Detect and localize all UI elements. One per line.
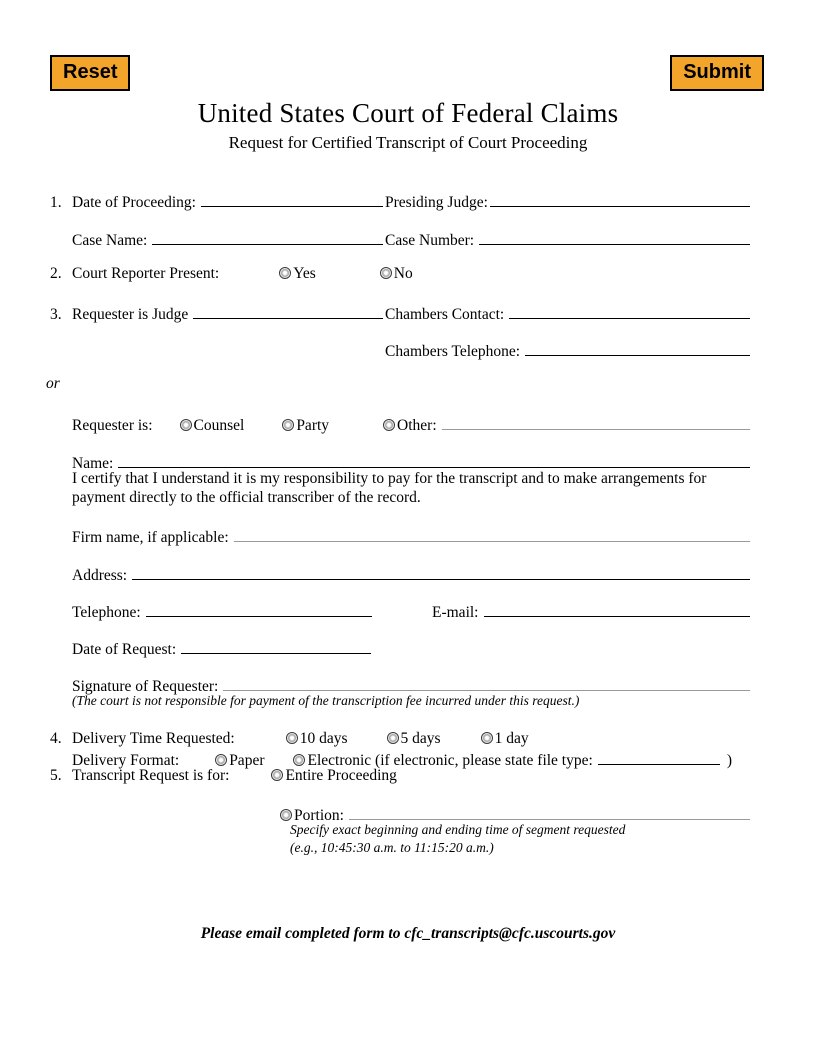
- telephone-label: Telephone:: [72, 604, 141, 621]
- paper-radio[interactable]: [215, 754, 227, 766]
- portion-note-1: [290, 822, 750, 841]
- counsel-label: Counsel: [193, 417, 245, 434]
- row-firm: [50, 526, 750, 545]
- signature-label: Signature of Requester:: [72, 678, 219, 695]
- chambers-telephone-field[interactable]: [525, 340, 750, 356]
- date-of-proceeding-field[interactable]: [201, 191, 383, 207]
- case-number-field[interactable]: [479, 229, 750, 245]
- row-proceeding: [50, 191, 750, 210]
- row-chambers-telephone: [50, 340, 750, 359]
- other-radio[interactable]: [383, 419, 395, 431]
- party-label: Party: [296, 417, 330, 434]
- portion-label: Portion:: [294, 807, 344, 824]
- firm-name-field[interactable]: [234, 526, 750, 542]
- five-days-radio[interactable]: [387, 732, 399, 744]
- email-label: E-mail:: [432, 604, 479, 621]
- reset-button[interactable]: Reset: [50, 55, 130, 91]
- row-date-of-request: [50, 638, 750, 657]
- date-of-request-label: Date of Request:: [72, 641, 177, 658]
- portion-note-2: [290, 840, 750, 859]
- signature-note-text: (The court is not responsible for payment of the transcription fee incurred under this request.): [72, 693, 580, 708]
- requester-is-judge-label: Requester is Judge: [72, 306, 189, 323]
- email-field[interactable]: [484, 601, 751, 617]
- presiding-judge-label: Presiding Judge:: [385, 194, 488, 211]
- delivery-time-label: Delivery Time Requested:: [72, 730, 235, 747]
- transcript-request-label: Transcript Request is for:: [72, 767, 230, 784]
- one-day-label: 1 day: [494, 730, 529, 747]
- row-delivery-format: [50, 749, 750, 768]
- signature-note: [72, 693, 750, 712]
- row-case: [50, 229, 750, 248]
- requester-is-label: Requester is:: [72, 417, 153, 434]
- electronic-label: Electronic (if electronic, please state file type:: [307, 752, 593, 769]
- chambers-contact-field[interactable]: [509, 303, 750, 319]
- entire-proceeding-label: Entire Proceeding: [285, 767, 397, 784]
- row-name: [50, 452, 750, 471]
- row-transcript-request: [50, 767, 750, 786]
- date-of-request-field[interactable]: [181, 638, 371, 654]
- item4-number: 4.: [50, 730, 62, 747]
- name-field[interactable]: [118, 452, 750, 468]
- row-requester-type: [50, 414, 750, 433]
- file-type-suffix: ): [726, 752, 732, 769]
- name-label: Name:: [72, 455, 114, 472]
- or-text: or: [46, 375, 60, 392]
- reporter-yes-radio[interactable]: [279, 267, 291, 279]
- reporter-no-radio[interactable]: [380, 267, 392, 279]
- party-radio[interactable]: [282, 419, 294, 431]
- other-label: Other:: [397, 417, 437, 434]
- row-delivery-time: [50, 730, 750, 749]
- item3-number: 3.: [50, 306, 62, 323]
- firm-name-label: Firm name, if applicable:: [72, 529, 229, 546]
- chambers-telephone-label: Chambers Telephone:: [385, 343, 521, 360]
- one-day-radio[interactable]: [481, 732, 493, 744]
- form-subtitle: Request for Certified Transcript of Court Proceeding: [228, 133, 588, 152]
- row-address: [50, 564, 750, 583]
- row-portion: [280, 804, 750, 823]
- portion-field[interactable]: [349, 804, 750, 820]
- file-type-field[interactable]: [598, 749, 720, 765]
- portion-note-1-text: Specify exact beginning and ending time of segment requested: [290, 822, 626, 837]
- item1-number: 1.: [50, 194, 62, 211]
- submit-button[interactable]: Submit: [670, 55, 764, 91]
- counsel-radio[interactable]: [180, 419, 192, 431]
- ten-days-radio[interactable]: [286, 732, 298, 744]
- case-name-label: Case Name:: [72, 232, 148, 249]
- other-field[interactable]: [442, 414, 750, 430]
- delivery-format-label: Delivery Format:: [72, 752, 180, 769]
- case-number-label: Case Number:: [385, 232, 475, 249]
- certify-text: I certify that I understand it is my responsibility to pay for the transcript and to make arrangements for payment directly to the official transcriber of the record.: [72, 470, 707, 506]
- five-days-label: 5 days: [400, 730, 441, 747]
- row-signature: [50, 675, 750, 694]
- judge-name-field[interactable]: [193, 303, 383, 319]
- reporter-no-label: No: [393, 265, 413, 282]
- case-name-field[interactable]: [152, 229, 383, 245]
- entire-proceeding-radio[interactable]: [271, 769, 283, 781]
- form-title: United States Court of Federal Claims: [197, 98, 619, 128]
- portion-radio[interactable]: [280, 809, 292, 821]
- item2-number: 2.: [50, 265, 62, 282]
- signature-field[interactable]: [223, 675, 750, 691]
- paper-label: Paper: [229, 752, 265, 769]
- portion-note-2-text: (e.g., 10:45:30 a.m. to 11:15:20 a.m.): [290, 840, 494, 855]
- row-judge: [50, 303, 750, 322]
- chambers-contact-label: Chambers Contact:: [385, 306, 505, 323]
- item5-number: 5.: [50, 767, 62, 784]
- row-court-reporter: [50, 265, 750, 284]
- row-or: [46, 375, 750, 394]
- court-reporter-label: Court Reporter Present:: [72, 265, 220, 282]
- telephone-field[interactable]: [146, 601, 372, 617]
- email-instruction: Please email completed form to cfc_transcripts@cfc.uscourts.gov: [200, 925, 616, 942]
- presiding-judge-field[interactable]: [490, 191, 750, 207]
- reporter-yes-label: Yes: [293, 265, 316, 282]
- date-of-proceeding-label: Date of Proceeding:: [72, 194, 196, 211]
- row-telephone-email: [50, 601, 750, 620]
- electronic-radio[interactable]: [293, 754, 305, 766]
- ten-days-label: 10 days: [299, 730, 348, 747]
- address-field[interactable]: [132, 564, 750, 580]
- address-label: Address:: [72, 567, 128, 584]
